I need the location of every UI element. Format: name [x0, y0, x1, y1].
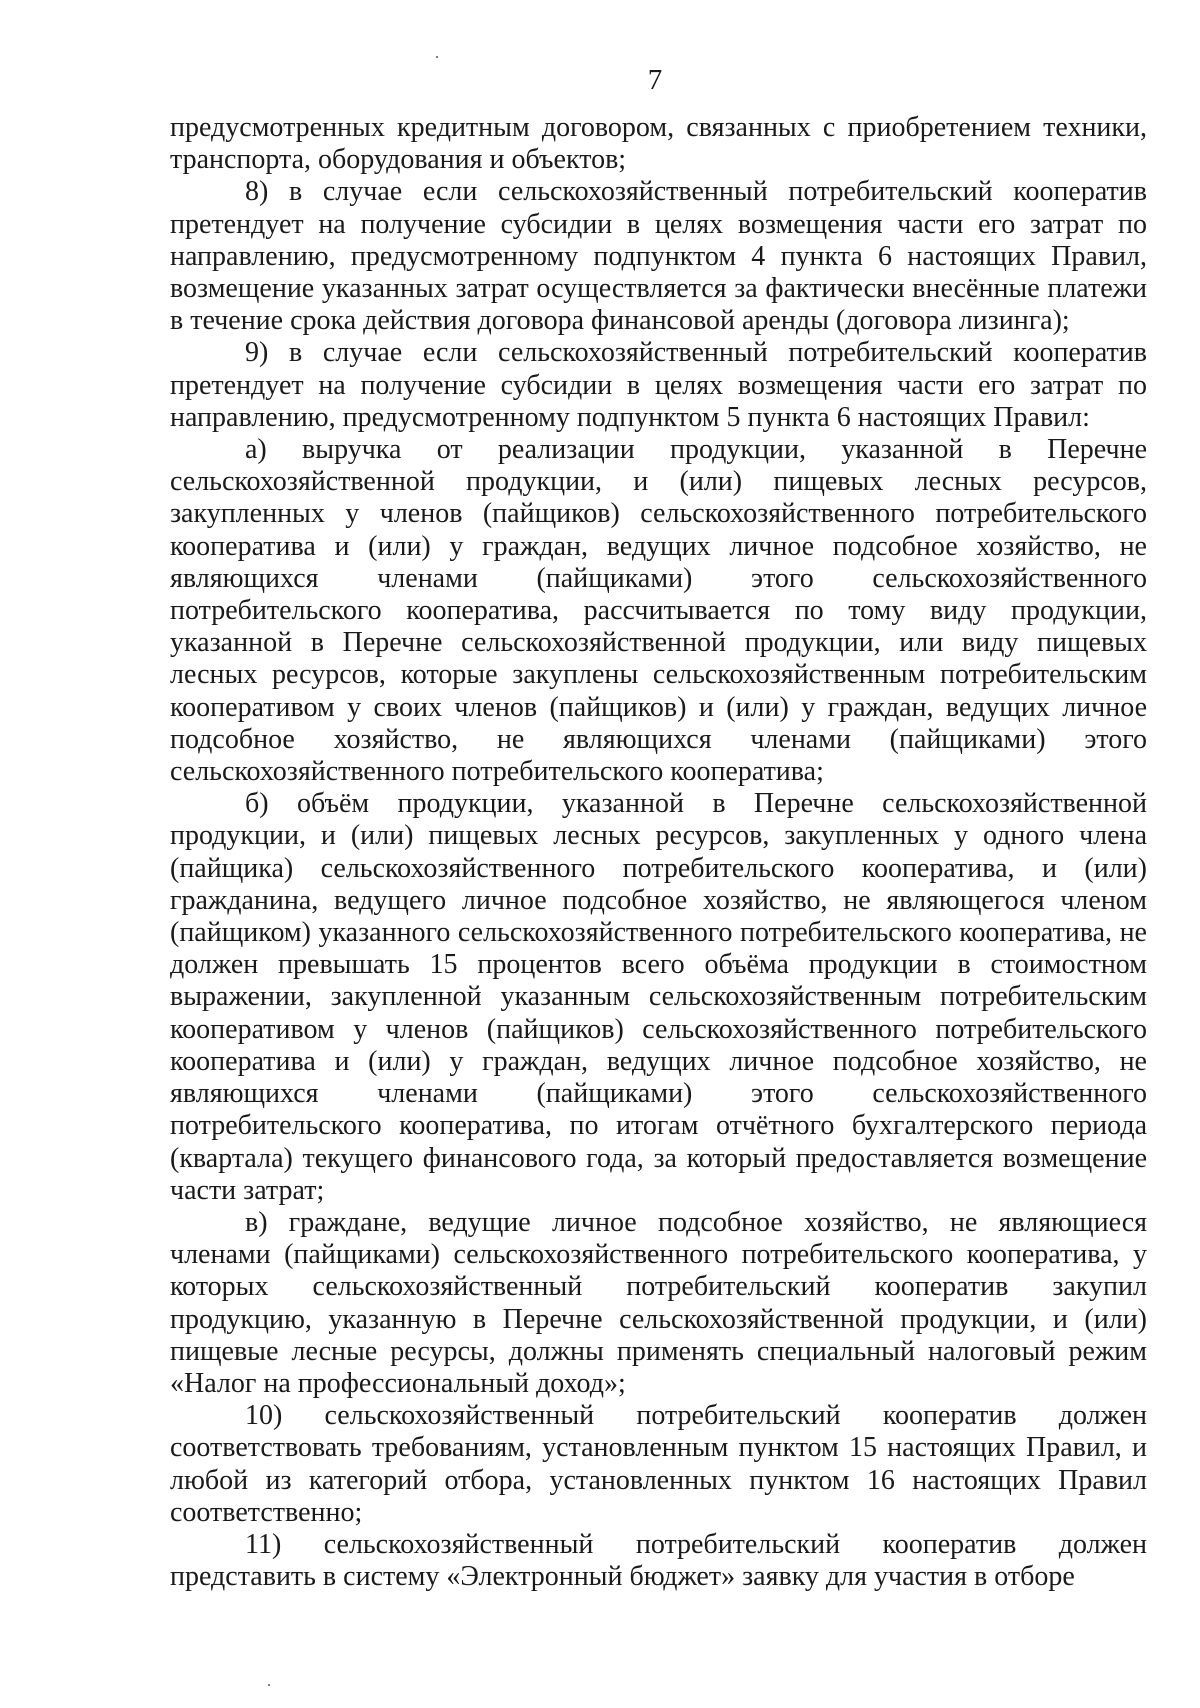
paragraph-subitem-v: в) граждане, ведущие личное подсобное хозяйство, не являющиеся членами (пайщиками) сельскохозяйственного потребительского кооператива, у которых сельскохозяйственный потребительский кооператив закупил продукцию, указанную в Перечне сельскохозяйственной продукции, и (или) пищевые лесные ресурсы, должны применять специальный налоговый режим «Налог на профессиональный доход»;	[170, 1206, 1147, 1399]
scan-speck	[268, 1684, 270, 1686]
document-body	[170, 112, 1147, 1593]
page-number: 7	[647, 64, 663, 96]
paragraph-subitem-a: а) выручка от реализации продукции, указанной в Перечне сельскохозяйственной продукции, и (или) пищевых лесных ресурсов, закупленных у членов (пайщиков) сельскохозяйственного потребительского кооператива и (или) у граждан, ведущих личное подсобное хозяйство, не являющихся членами (пайщиками) этого сельскохозяйственного потребительского кооператива, рассчитывается по тому виду продукции, указанной в Перечне сельскохозяйственной продукции, или виду пищевых лесных ресурсов, которые закуплены сельскохозяйственным потребительским кооперативом у своих членов (пайщиков) и (или) у граждан, ведущих личное подсобное хозяйство, не являющихся членами (пайщиками) этого сельскохозяйственного потребительского кооператива;	[170, 434, 1147, 788]
paragraph-continuation: предусмотренных кредитным договором, связанных с приобретением техники, транспорта, оборудования и объектов;	[170, 112, 1147, 176]
scan-speck	[436, 56, 438, 58]
paragraph-item-11: 11) сельскохозяйственный потребительский кооператив должен представить в систему «Электронный бюджет» заявку для участия в отборе	[170, 1528, 1147, 1593]
paragraph-item-10: 10) сельскохозяйственный потребительский кооператив должен соответствовать требованиям, установленным пунктом 15 настоящих Правил, и любой из категорий отбора, установленных пунктом 16 настоящих Правил соответственно;	[170, 1400, 1147, 1528]
paragraph-item-8: 8) в случае если сельскохозяйственный потребительский кооператив претендует на получение субсидии в целях возмещения части его затрат по направлению, предусмотренному подпунктом 4 пункта 6 настоящих Правил, возмещение указанных затрат осуществляется за фактически внесённые платежи в течение срока действия договора финансовой аренды (договора лизинга);	[170, 176, 1147, 337]
paragraph-item-9: 9) в случае если сельскохозяйственный потребительский кооператив претендует на получение субсидии в целях возмещения части его затрат по направлению, предусмотренному подпунктом 5 пункта 6 настоящих Правил:	[170, 337, 1147, 433]
paragraph-subitem-b: б) объём продукции, указанной в Перечне сельскохозяйственной продукции, и (или) пищевых лесных ресурсов, закупленных у одного члена (пайщика) сельскохозяйственного потребительского кооператива, и (или) гражданина, ведущего личное подсобное хозяйство, не являющегося членом (пайщиком) указанного сельскохозяйственного потребительского кооператива, не должен превышать 15 процентов всего объёма продукции в стоимостном выражении, закупленной указанным сельскохозяйственным потребительским кооперативом у членов (пайщиков) сельскохозяйственного потребительского кооператива и (или) у граждан, ведущих личное подсобное хозяйство, не являющихся членами (пайщиками) этого сельскохозяйственного потребительского кооператива, по итогам отчётного бухгалтерского периода (квартала) текущего финансового года, за который предоставляется возмещение части затрат;	[170, 788, 1147, 1206]
